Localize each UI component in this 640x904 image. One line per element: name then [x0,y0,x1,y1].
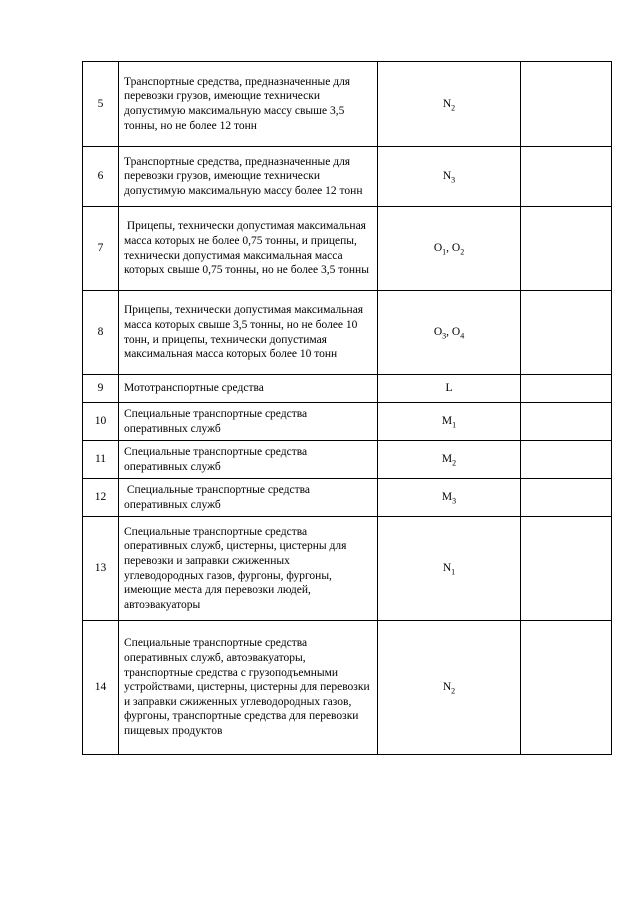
table-row [83,147,612,207]
category-letter: M [441,415,453,428]
vehicle-description: Специальные транспортные средства оперативных служб [119,441,378,479]
extra-cell [521,403,612,441]
table-row [83,621,612,755]
category-subscript: 3 [442,331,447,341]
table-row [83,403,612,441]
extra-cell [521,291,612,375]
category-subscript: 1 [442,247,447,257]
table-row [83,291,612,375]
vehicle-description: Специальные транспортные средства оперативных служб, автоэвакуаторы, транспортные средства с грузоподъемными устройствами, цистерны, цистерны для перевозки и заправки сжиженных углеводородных газов, фургоны, транспортные средства для перевозки пищевых продуктов [119,621,378,755]
extra-cell [521,479,612,517]
vehicle-category [378,375,521,403]
category-letter: N [442,97,452,110]
category-subscript: 1 [452,420,457,430]
table-row [83,479,612,517]
vehicle-description: Специальные транспортные средства оперативных служб [119,479,378,517]
category-letter: O [433,326,443,339]
vehicle-category [378,62,521,147]
category-subscript: 3 [451,175,456,185]
vehicle-category-table [82,61,612,755]
row-number: 10 [83,403,119,441]
vehicle-category: $O_1$, $O_2$ [378,207,521,291]
vehicle-description: Мототранспортные средства [119,375,378,403]
extra-cell [521,621,612,755]
vehicle-category [378,403,521,441]
row-number: 7 [83,207,119,291]
table-row [83,375,612,403]
row-number: 6 [83,147,119,207]
row-number: 5 [83,62,119,147]
vehicle-description: Прицепы, технически допустимая максимальная масса которых свыше 3,5 тонны, но не более 10 тонн, и прицепы, технически допустимая максимальная масса которых более 10 тонн [119,291,378,375]
vehicle-description: Транспортные средства, предназначенные для перевозки грузов, имеющие технически допустимую максимальную массу свыше 3,5 тонны, но не более 12 тонн [119,62,378,147]
vehicle-category [378,147,521,207]
row-number: 12 [83,479,119,517]
category-subscript: 2 [452,458,457,468]
row-number: 11 [83,441,119,479]
table-row [83,207,612,291]
category-letter: L [445,382,453,395]
category-subscript: 2 [451,686,456,696]
vehicle-category [378,479,521,517]
category-letter: N [442,170,452,183]
row-number: 13 [83,517,119,621]
row-number: 8 [83,291,119,375]
category-letter-2: O [451,242,461,255]
category-letter: N [442,562,452,575]
vehicle-description: Специальные транспортные средства оперативных служб, цистерны, цистерны для перевозки и заправки сжиженных углеводородных газов, фургоны, фургоны, имеющие места для перевозки людей, автоэвакуаторы [119,517,378,621]
vehicle-description: Специальные транспортные средства оперативных служб [119,403,378,441]
vehicle-category: $O_3$, $O_4$ [378,291,521,375]
category-letter-2: O [451,326,461,339]
vehicle-category [378,441,521,479]
extra-cell [521,207,612,291]
category-subscript: 3 [452,496,457,506]
category-subscript-2: 2 [460,247,465,257]
row-number: 9 [83,375,119,403]
category-letter: N [442,681,452,694]
category-subscript: 2 [451,103,456,112]
table-row [83,441,612,479]
category-subscript: 1 [451,567,456,577]
vehicle-category [378,517,521,621]
extra-cell [521,517,612,621]
category-letter: O [433,242,443,255]
extra-cell [521,62,612,147]
category-subscript-2: 4 [460,331,465,341]
vehicle-description: Транспортные средства, предназначенные для перевозки грузов, имеющие технически допустимую максимальную массу более 12 тонн [119,147,378,207]
category-letter: M [441,453,453,466]
extra-cell [521,147,612,207]
vehicle-category [378,621,521,755]
vehicle-description: Прицепы, технически допустимая максимальная масса которых не более 0,75 тонны, и прицепы, технически допустимая максимальная масса которых свыше 0,75 тонны, но не более 3,5 тонны [119,207,378,291]
table-row [83,517,612,621]
row-number: 14 [83,621,119,755]
extra-cell [521,375,612,403]
category-letter: M [441,491,453,504]
extra-cell [521,441,612,479]
table-row [83,62,612,147]
